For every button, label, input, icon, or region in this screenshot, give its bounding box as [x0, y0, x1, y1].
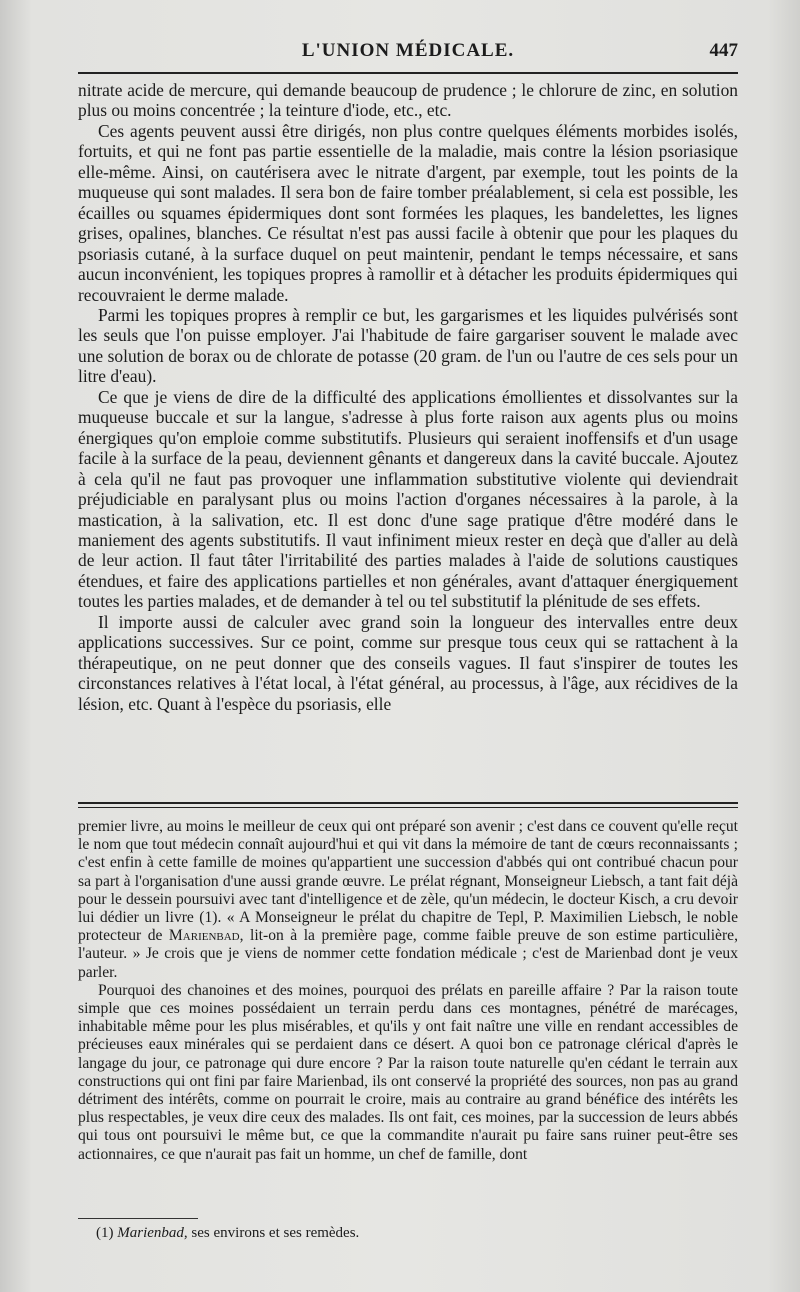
feuilleton-separator	[78, 802, 738, 808]
article-body	[78, 80, 738, 714]
feuilleton-text: , lit-on à la première page, comme faible preuve de son estime particulière, l'auteur. » Je crois que je viens de nommer cette fondation médicale ; c'est de Marienbad dont je veux parler.	[78, 927, 738, 981]
body-paragraph: Parmi les topiques propres à remplir ce but, les gargarismes et les liquides pulvérisés sont les seuls que l'on puisse employer. J'ai l'habitude de faire gargariser souvent le malade avec une solution de borax ou de chlorate de potasse (20 gram. de l'un ou l'autre de ces sels pour un litre d'eau).	[78, 304, 738, 387]
footnote-number: (1)	[96, 1225, 114, 1241]
footnote-title: Marienbad	[117, 1225, 184, 1241]
page-number: 447	[709, 40, 738, 61]
marienbad-smallcaps: Marienbad	[168, 927, 240, 945]
feuilleton-text: premier livre, au moins le meilleur de ceux qui ont préparé son avenir ; c'est dans ce couvent qu'elle reçut le nom que tout médecin connaît aujourd'hui et qui vit dans la mémoire de tant de cœurs reconnaissants ; c'est enfin à cette famille de moines qu'appartient une succession d'abbés qui ont contribué chacun pour sa part à l'organisation d'une aussi grande œuvre. Le prélat régnant, Monseigneur Liebsch, a tant fait déjà pour le dessein poursuivi avec tant d'intelligence et de zèle, qu'un médecin, le docteur Kisch, a cru devoir lui dédier un livre (1). « A Monseigneur le prélat du chapitre de Tepl, P. Maximilien Liebsch, le noble protecteur de	[78, 818, 738, 945]
journal-title: L'UNION MÉDICALE.	[301, 40, 515, 61]
footnote	[96, 1224, 359, 1242]
body-paragraph: Il importe aussi de calculer avec grand soin la longueur des intervalles entre deux applications successives. Sur ce point, comme sur presque tous ceux qui se rattachent à la thérapeutique, on ne peut donner que des conseils vagues. Il faut s'inspirer de toutes les circonstances relatives à l'état local, à l'état général, au processus, à l'âge, aux récidives de la lésion, etc. Quant à l'espèce du psoriasis, elle	[78, 611, 738, 714]
feuilleton-paragraph: Pourquoi des chanoines et des moines, pourquoi des prélats en pareille affaire ? Par la raison toute simple que ces moines possédaient un terrain perdu dans ces montagnes, pénétré de marécages, inhabitable même pour les plus misérables, et qu'ils y ont fait naître une ville en rendant accessibles de précieuses eaux minérales qui se perdaient dans ce désert. A quoi bon ce patronage clérical d'après le langage du jour, ce patronage qui dure encore ? Par la raison toute naturelle qu'en cédant le terrain aux constructions qui ont fini par faire Marienbad, ils ont conservé la propriété des sources, non pas au grand détriment des intérêts, comme on pourrait le croire, mais au contraire au grand bénéfice des intérêts les plus respectables, je veux dire ceux des malades. Ils ont fait, ces moines, par la succession de leurs abbés qui tous ont poursuivi le même but, ce que la commandite n'aurait pu faire sans ruiner peut-être ses actionnaires, ce que n'aurait pas fait un homme, un chef de famille, dont	[78, 981, 738, 1163]
feuilleton-body	[78, 818, 738, 1164]
footnote-rule	[78, 1218, 198, 1219]
body-paragraph: nitrate acide de mercure, qui demande beaucoup de prudence ; le chlorure de zinc, en solution plus ou moins concentrée ; la teinture d'iode, etc., etc.	[78, 80, 738, 121]
header-rule	[78, 72, 738, 74]
feuilleton-paragraph	[78, 818, 738, 982]
body-paragraph: Ces agents peuvent aussi être dirigés, non plus contre quelques éléments morbides isolés, fortuits, et qui ne font pas partie essentielle de la maladie, mais contre la lésion psoriasique elle-même. Ainsi, on cautérisera avec le nitrate d'argent, par exemple, tout les points de la muqueuse qui sont malades. Il sera bon de faire tomber préalablement, si cela est possible, les écailles ou squames épidermiques dont sont formées les plaques, les bandelettes, les lignes grises, opalines, blanches. Ce résultat n'est pas aussi facile à obtenir que pour les plaques du psoriasis cutané, à la surface duquel on peut maintenir, pendant le temps nécessaire, et sans aucun inconvénient, les topiques propres à ramollir et à détacher les produits épidermiques qui recouvraient le derme malade.	[78, 120, 738, 305]
running-header	[78, 40, 738, 72]
body-paragraph: Ce que je viens de dire de la difficulté des applications émollientes et dissolvantes sur la muqueuse buccale et sur la langue, s'adresse à plus forte raison aux agents plus ou moins énergiques qu'on emploie comme substitutifs. Plusieurs qui seraient inoffensifs et d'un usage facile à la surface de la peau, deviennent gênants et dangereux dans la cavité buccale. Ajoutez à cela qu'il ne faut pas provoquer une inflammation substitutive violente qui deviendrait préjudiciable en paralysant plus ou moins l'action d'organes nécessaires à la parole, à la mastication, à la salivation, etc. Il est donc d'une sage pratique d'être modéré dans le maniement des agents substitutifs. Il vaut infiniment mieux rester en deçà que d'aller au delà de leur action. Il faut tâter l'irritabilité des parties malades à l'aide de solutions caustiques étendues, et faire des applications partielles et non générales, avant d'attaquer énergiquement toutes les parties malades, et de demander à tel ou tel substitutif la plénitude de ses effets.	[78, 386, 738, 612]
footnote-text: , ses environs et ses remèdes.	[183, 1225, 360, 1241]
